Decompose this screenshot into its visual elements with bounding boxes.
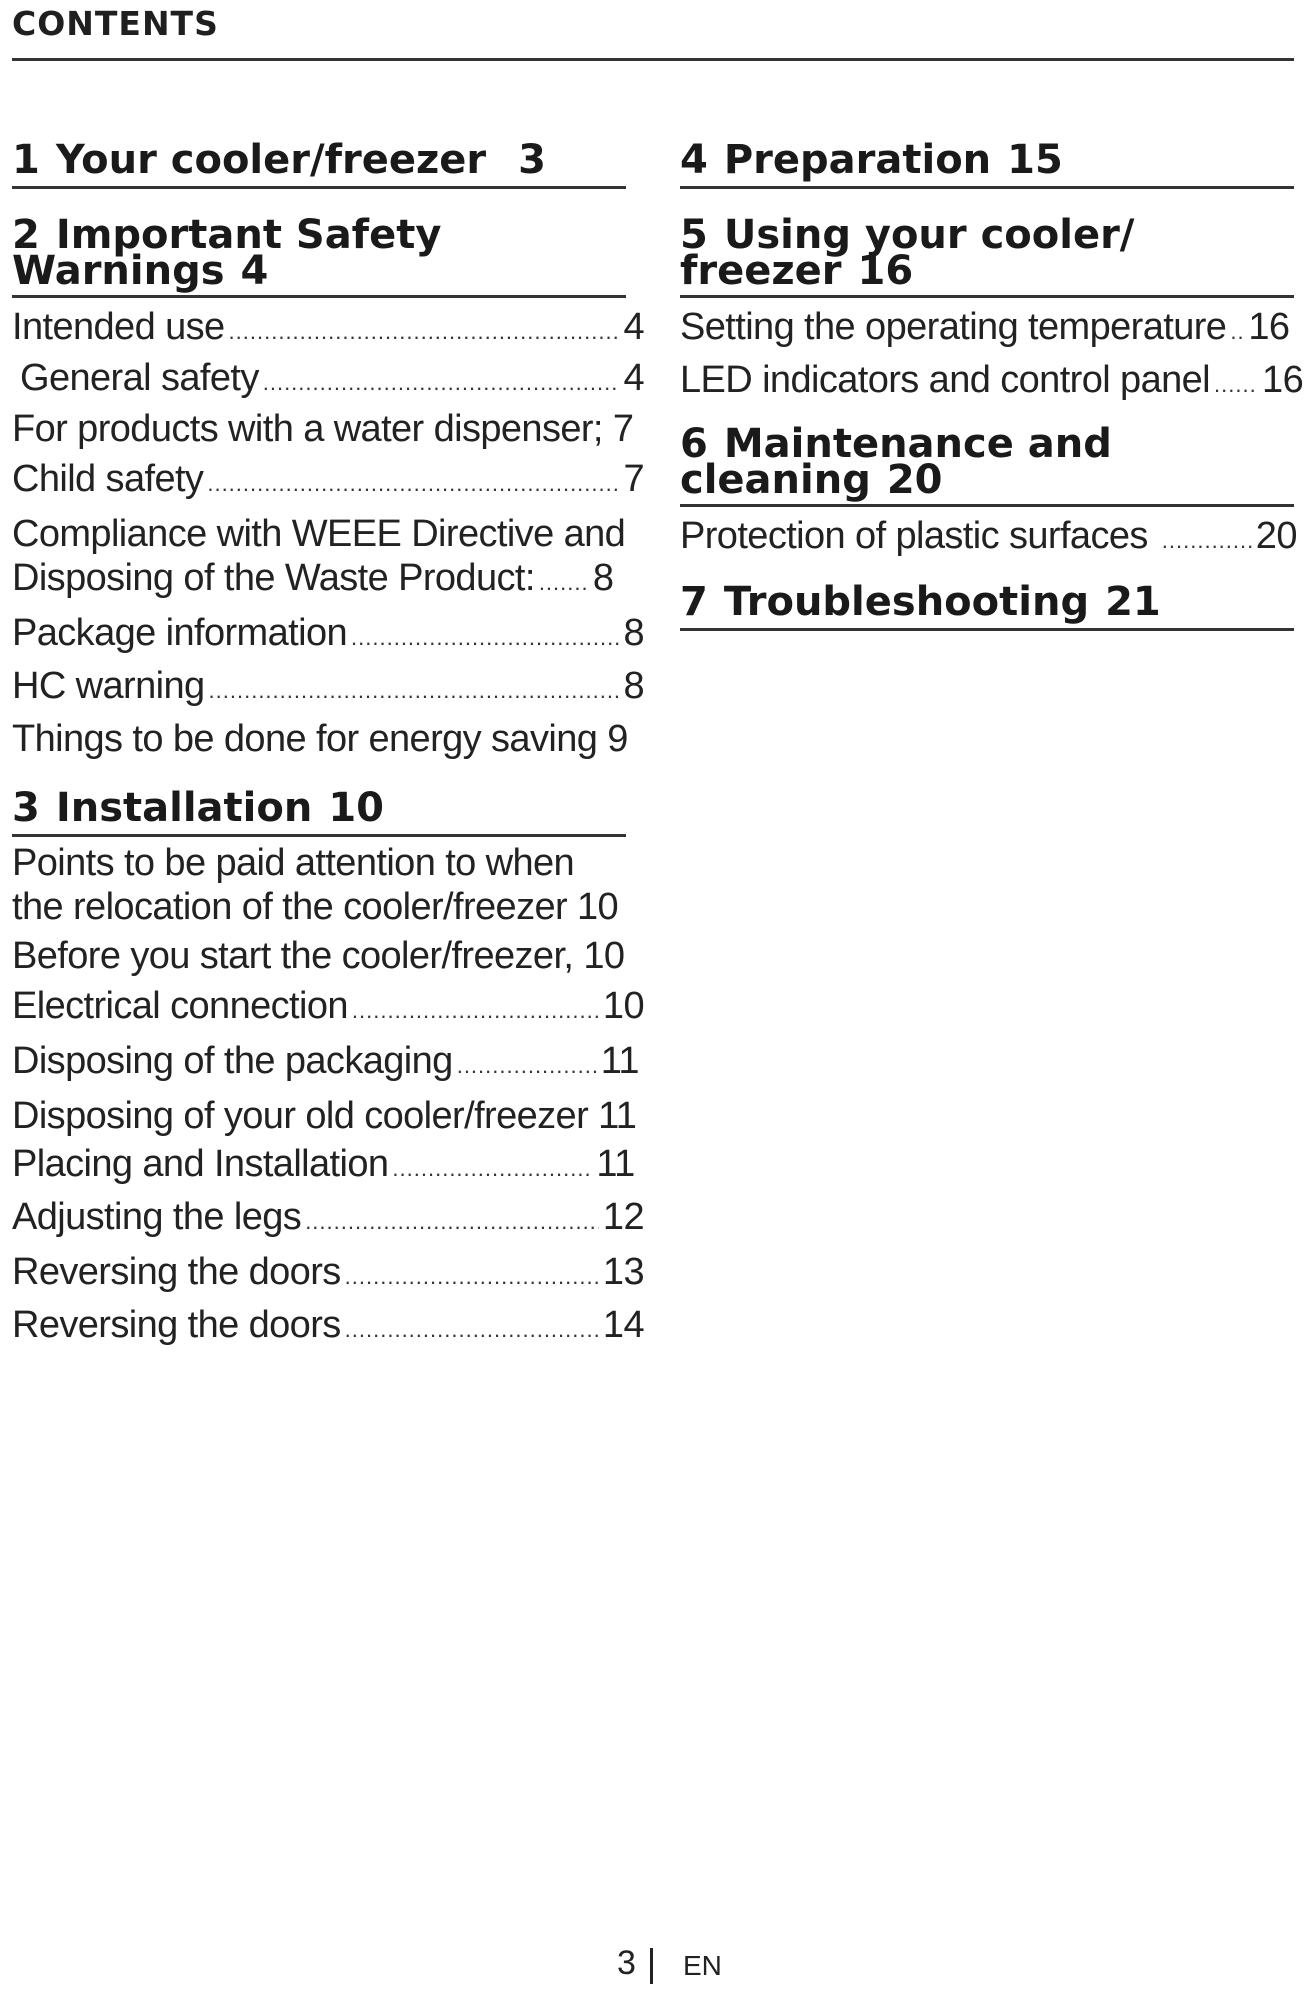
entry-page: 11 xyxy=(596,1143,635,1185)
section-number: 7 xyxy=(680,579,708,625)
entry-label: Disposing of the Waste Product: xyxy=(12,557,535,599)
entry-page: 10 xyxy=(602,985,644,1027)
footer-page-number: 3 xyxy=(617,1944,636,1982)
leader-dots xyxy=(1230,309,1244,355)
entry-label: Package information xyxy=(12,612,348,654)
section-title-text: Your cooler/freezer xyxy=(55,137,487,183)
entry-page: 11 xyxy=(600,1040,639,1082)
entry-page: 20 xyxy=(1255,515,1297,557)
footer-language: EN xyxy=(683,1950,722,1981)
section-page: 16 xyxy=(857,248,914,294)
section-title-text: Important Safety xyxy=(55,212,442,258)
toc-section-1-title[interactable] xyxy=(12,137,626,189)
entry-label: Compliance with WEEE Directive and xyxy=(12,513,626,555)
entry-label: For products with a water dispenser; 7 xyxy=(12,408,634,450)
leader-dots xyxy=(209,668,620,714)
entry-label: Adjusting the legs xyxy=(12,1196,302,1238)
toc-section-2-title[interactable] xyxy=(12,212,626,298)
section-number: 3 xyxy=(12,785,40,831)
toc-section-6-title[interactable] xyxy=(680,421,1294,507)
entry-label: Things to be done for energy saving 9 xyxy=(12,718,628,760)
toc-entry[interactable] xyxy=(680,304,1300,355)
entry-page: 16 xyxy=(1248,306,1290,348)
leader-dots xyxy=(345,1254,599,1300)
entry-label: HC warning xyxy=(12,665,205,707)
toc-entry[interactable] xyxy=(12,456,644,507)
section-number: 5 xyxy=(680,212,708,258)
section-number: 2 xyxy=(12,212,40,258)
leader-dots xyxy=(352,988,599,1034)
toc-entry[interactable] xyxy=(12,933,644,979)
toc-entry[interactable] xyxy=(12,1302,644,1353)
entry-label: Points to be paid attention to when xyxy=(12,842,575,884)
section-title-text: Warnings xyxy=(12,248,225,294)
section-title-text: Troubleshooting xyxy=(723,579,1090,625)
toc-section-7-title[interactable] xyxy=(680,579,1294,631)
entry-label: Reversing the doors xyxy=(12,1304,341,1346)
toc-entry[interactable] xyxy=(12,1249,644,1300)
entry-page: 7 xyxy=(623,458,644,500)
toc-entry[interactable] xyxy=(12,1194,644,1245)
entry-page: 12 xyxy=(602,1196,644,1238)
section-number: 4 xyxy=(680,137,708,183)
toc-entry[interactable] xyxy=(12,841,644,929)
toc-entry[interactable] xyxy=(12,983,644,1034)
leader-dots xyxy=(263,360,620,406)
footer-divider xyxy=(650,1948,653,1984)
section-title-text: Using your cooler/ xyxy=(723,212,1135,258)
entry-page: 8 xyxy=(592,557,614,599)
leader-dots xyxy=(229,309,620,355)
toc-entry[interactable] xyxy=(12,663,644,714)
leader-dots xyxy=(392,1146,592,1192)
entry-page: 8 xyxy=(623,665,644,707)
section-number: 1 xyxy=(12,137,40,183)
entry-label: Child safety xyxy=(12,458,204,500)
section-title-text: freezer xyxy=(680,248,842,294)
leader-dots xyxy=(351,615,619,661)
entry-label: Disposing of your old cooler/freezer 11 xyxy=(12,1095,637,1137)
page-title: CONTENTS xyxy=(12,4,219,43)
section-page: 3 xyxy=(518,137,546,183)
leader-dots xyxy=(457,1043,597,1089)
toc-entry[interactable] xyxy=(12,610,644,661)
section-title-text: Preparation xyxy=(723,137,992,183)
entry-label: Placing and Installation xyxy=(12,1143,389,1185)
toc-entry[interactable] xyxy=(680,357,1304,408)
entry-label: Disposing of the packaging xyxy=(12,1040,453,1082)
leader-dots xyxy=(1214,362,1258,408)
entry-page: 4 xyxy=(623,306,644,348)
toc-section-5-title[interactable] xyxy=(680,212,1294,298)
entry-label: Protection of plastic surfaces xyxy=(680,515,1148,557)
toc-entry[interactable] xyxy=(12,406,644,452)
toc-right-column xyxy=(680,137,1304,631)
toc-section-3-title[interactable] xyxy=(12,785,626,837)
section-page: 21 xyxy=(1105,579,1161,625)
toc-section-4-title[interactable] xyxy=(680,137,1294,189)
section-title-text: cleaning xyxy=(680,457,871,503)
leader-dots xyxy=(207,461,619,507)
toc-entry[interactable] xyxy=(12,1093,644,1139)
leader-dots xyxy=(539,560,589,606)
entry-label: LED indicators and control panel xyxy=(680,359,1211,401)
toc-entry[interactable] xyxy=(12,511,644,606)
entry-label: General safety xyxy=(20,357,259,399)
leader-dots xyxy=(345,1307,599,1353)
entry-page: 13 xyxy=(602,1251,644,1293)
entry-page: 4 xyxy=(623,357,644,399)
section-title-text: Maintenance and xyxy=(723,421,1112,467)
toc-entry[interactable] xyxy=(12,355,644,406)
toc-entry[interactable] xyxy=(12,1038,644,1089)
entry-label: the relocation of the cooler/freezer 10 xyxy=(12,886,619,928)
entry-label: Reversing the doors xyxy=(12,1251,341,1293)
entry-label: Electrical connection xyxy=(12,985,348,1027)
leader-dots xyxy=(305,1199,599,1245)
entry-label: Before you start the cooler/freezer, 10 xyxy=(12,935,625,977)
entry-label: Intended use xyxy=(12,306,225,348)
toc-entry[interactable] xyxy=(12,716,644,762)
entry-page: 8 xyxy=(623,612,644,654)
toc-entry[interactable] xyxy=(680,513,1300,564)
section-page: 20 xyxy=(886,457,943,503)
section-page: 15 xyxy=(1007,137,1063,183)
entry-page: 16 xyxy=(1262,359,1304,401)
section-page: 4 xyxy=(240,248,269,294)
section-page: 10 xyxy=(328,785,384,831)
entry-label: Setting the operating temperature xyxy=(680,306,1227,348)
entry-page: 14 xyxy=(602,1304,644,1346)
toc-entry[interactable] xyxy=(12,304,644,355)
leader-dots xyxy=(1162,518,1252,564)
section-title-text: Installation xyxy=(55,785,313,831)
toc-left-column xyxy=(12,137,644,1353)
header-divider xyxy=(12,58,1294,61)
section-number: 6 xyxy=(680,421,708,467)
toc-entry[interactable] xyxy=(12,1141,644,1192)
